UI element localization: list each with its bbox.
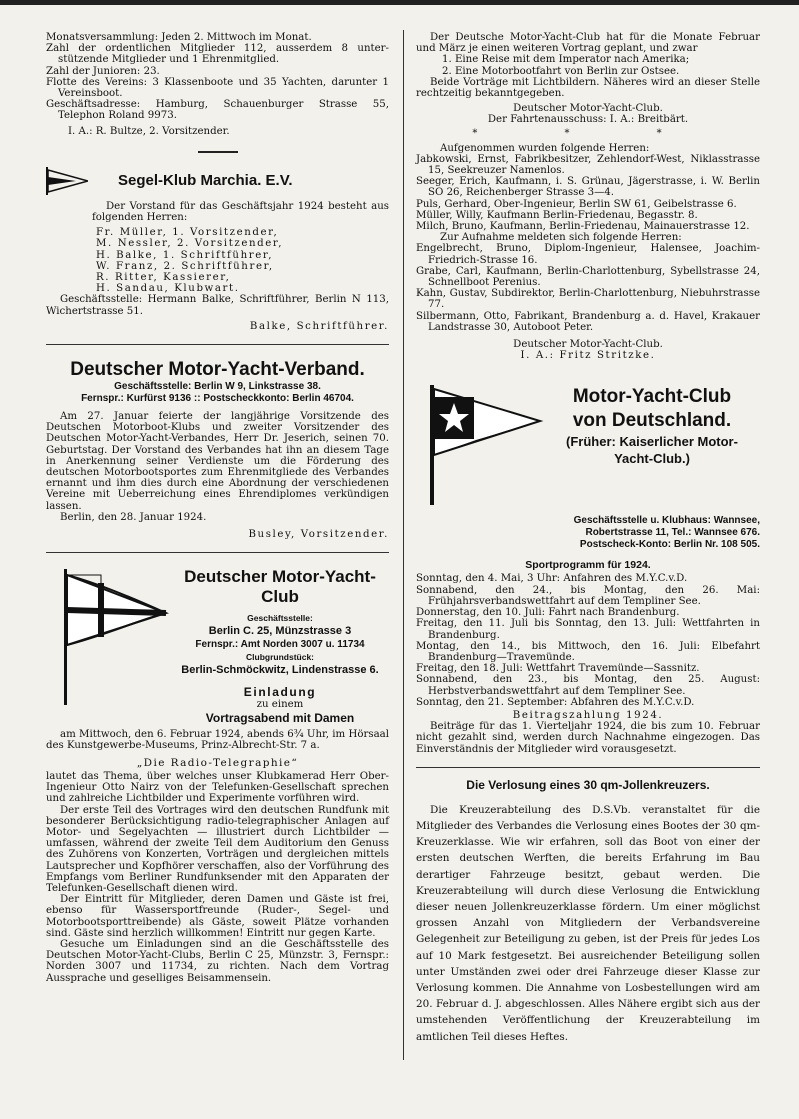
member-entry: Grabe, Carl, Kaufmann, Berlin-Charlottenburg, Sybellstrasse 24, Schnellboot Perenius. <box>416 265 760 289</box>
talk-item: 1. Eine Reise mit dem Imperator nach Amerika; <box>442 54 690 66</box>
dmyc-info <box>171 565 389 724</box>
marchia-signature: Balke, Schriftführer. <box>249 320 389 332</box>
sport-program-title: Sportprogramm für 1924. <box>525 559 651 572</box>
program-entry: Montag, den 14., bis Mittwoch, den 16. Juli: Elbefahrt Brandenburg—Travemünde. <box>416 640 760 663</box>
program-entry: Donnerstag, den 10. Juli: Fahrt nach Brandenburg. <box>416 607 680 619</box>
program-entry: Freitag, den 18. Juli: Wettfahrt Travemünde—Sassnitz. <box>416 663 700 675</box>
admitted-heading: Aufgenommen wurden folgende Herren: <box>440 142 650 154</box>
marchia-header <box>46 167 389 195</box>
dmyc-grounds-label: Clubgrundstück: <box>246 652 314 663</box>
member-entry: Silbermann, Otto, Fabrikant, Brandenburg a. d. Havel, Krakauer Landstrasse 30, Autoboot Peter. <box>416 310 760 333</box>
marchia-intro: Der Vorstand für das Geschäftsjahr 1924 besteht aus folgenden Herren: <box>92 200 389 224</box>
marchia-title: Segel-Klub Marchia. E.V. <box>118 172 293 190</box>
mycd-info <box>544 385 760 509</box>
member-line: R. Ritter, Kassierer, <box>96 272 231 284</box>
membership-signature: I. A.: Fritz Stritzke. <box>520 350 656 362</box>
top-line: Flotte des Vereins: 3 Klassenboote und 35 Yachten, darunter 1 Vereinsboot. <box>46 76 389 100</box>
dmyc-radio-title: „Die Radio-Telegraphie“ <box>136 756 299 769</box>
mycd-flag <box>416 385 544 509</box>
dmyv-signature: Busley, Vorsitzender. <box>248 529 389 541</box>
column-divider <box>403 30 404 1060</box>
page-top-edge <box>0 0 799 5</box>
lottery-body: Die Kreuzerabteilung des D.S.Vb. veranstaltet für die Mitglieder des Verbandes die Verlosung eines Bootes der 30 qm-Kreuzerklasse. Wie wir erfahren, soll das Boot von einer der ersten deutschen Werften, die bereits Erfahrung im Bau derartiger Fahrzeuge besitzt, gebaut werden. Die Kreuzerabteilung will durch diese Verlosung die Entwicklung dieser neuen Jollenkreuzerklasse fördern. Um einer möglichst grossen Anzahl von Mitgliedern der Verbandsvereine Gelegenheit zur Beteiligung zu geben, ist der Preis für jedes Los auf 10 Mark festgesetzt. Bei ausreichender Beteiligung sollen unter Umständen zwei oder drei Fahrzeuge dieser Klasse zur Verlosung kommen. Die Annahme von Losbestellungen wird am 20. Februar d. J. abgeschlossen. Alles Nähere ergibt sich aus der umstehenden Veröffentlichung der Kreuzerabteilung im amtlichen Teil dieses Heftes. <box>416 803 760 1043</box>
member-line: H. Balke, 1. Schriftführer, <box>96 249 274 261</box>
mycd-title-line2: von Deutschland. <box>572 410 732 432</box>
club-name: Deutscher Motor-Yacht-Club. <box>513 339 663 351</box>
mycd-account: Postscheck-Konto: Berlin Nr. 108 505. <box>579 539 760 551</box>
club-name: Deutscher Motor-Yacht-Club. <box>513 103 663 115</box>
talk-note: Beide Vorträge mit Lichtbildern. Näheres wird an dieser Stelle rechtzeitig bekanntgegeben. <box>416 76 760 100</box>
member-entry: Kahn, Gustav, Subdirektor, Berlin-Charlottenburg, Niebuhrstrasse 77. <box>416 288 760 311</box>
talk-item: 2. Eine Motorbootfahrt von Berlin zur Ostsee. <box>442 65 680 77</box>
dmyc-phone: Fernspr.: Amt Norden 3007 u. 11734 <box>195 639 365 651</box>
dmyc-p1: am Mittwoch, den 6. Februar 1924, abends 6¾ Uhr, im Hörsaal des Kunstgewerbe-Museums, Prinz-Albrecht-Str. 7 a. <box>46 728 389 751</box>
program-entry: Sonntag, den 4. Mai, 3 Uhr: Anfahren des M.Y.C.v.D. <box>416 573 688 585</box>
dmyc-event: Vortragsabend mit Damen <box>205 710 355 725</box>
right-intro: Der Deutsche Motor-Yacht-Club hat für die Monate Februar und März je einen weiteren Vortrag geplant, und zwar <box>416 32 760 55</box>
dmyc-p5: Gesuche um Einladungen sind an die Geschäftsstelle des Deutschen Motor-Yacht-Clubs, Berlin C 25, Münzstr. 3, Fernspr.: Norden 3007 und 11734, zu richten. Nach dem Vortrag Aussprache und geselliges Beisammensein. <box>46 938 389 984</box>
program-entry: Sonnabend, den 24., bis Montag, den 26. Mai: Frühjahrsverbandswettfahrt auf dem Templiner See. <box>416 584 760 607</box>
dmyc-p3: Der erste Teil des Vortrages wird den deutschen Rundfunk mit besonderer Berücksichtigung radio-telegraphischer Anlagen auf Motor- und Segelyachten — illustriert durch Lichtbilder — umfassen, während der zweite Teil dem Auditorium den Genuss des Zuhörens von Konzerten, Vorträgen und dergleichen mittels Lautsprecher und Kopfhörer verschaffen, also der Vorführung des Empfangs vom Berliner Rundfunksender mit den Apparaten der Telefunken-Gesellschaft dienen wird. <box>46 804 389 894</box>
member-line: M. Nessler, 2. Vorsitzender, <box>96 238 284 250</box>
dmyc-p2: lautet das Thema, über welches unser Klubkamerad Herr Ober-Ingenieur Otto Nairz von der Telefunken-Gesellschaft sprechen und zahlreiche Lichtbilder und Experimente vorführen wird. <box>46 770 389 805</box>
dmyv-date: Berlin, den 28. Januar 1924. <box>60 511 207 523</box>
dmyc-grounds: Berlin-Schmöckwitz, Lindenstrasse 6. <box>181 664 379 677</box>
star-flag-icon <box>416 385 544 505</box>
right-column <box>416 32 760 1045</box>
star-separator: * * * <box>472 127 704 139</box>
program-entry: Freitag, den 11. Juli bis Sonntag, den 13. Juli: Wettfahrten in Brandenburg. <box>416 618 760 641</box>
pennant-flag-icon <box>46 167 88 195</box>
program-entry: Sonntag, den 21. September: Abfahren des M.Y.C.v.D. <box>416 696 695 708</box>
applicants-heading: Zur Aufnahme meldeten sich folgende Herren: <box>440 232 682 244</box>
mycd-address: Geschäftsstelle u. Klubhaus: Wannsee, <box>573 515 760 527</box>
fee-title: Beitragszahlung 1924. <box>512 709 664 721</box>
member-entry: Milch, Bruno, Kaufmann, Berlin-Friedenau, Mainauerstrasse 12. <box>416 221 750 233</box>
section-rule <box>46 344 389 345</box>
mycd-address: Robertstrasse 11, Tel.: Wannsee 676. <box>585 527 760 539</box>
committee-signature: Der Fahrtenausschuss: I. A.: Breitbärt. <box>487 114 689 126</box>
mycd-header <box>416 385 760 509</box>
member-line: H. Sandau, Klubwart. <box>96 283 240 295</box>
dmyc-zu: zu einem <box>256 699 304 711</box>
dmyc-office-label: Geschäftsstelle: <box>247 613 313 624</box>
section-separator <box>198 151 238 153</box>
member-line: Fr. Müller, 1. Vorsitzender, <box>96 227 279 239</box>
section-rule <box>46 552 389 553</box>
dmyc-office: Berlin C. 25, Münzstrasse 3 <box>208 625 352 638</box>
dmyv-body: Am 27. Januar feierte der langjährige Vorsitzende des Deutschen Motorboot-Klubs und zweiter Vorsitzender des Deutschen Motor-Yacht-Verbandes, Herr Dr. Jeserich, seinen 70. Geburtstag. Der Vorstand des Verbandes hat ihn an diesem Tage in Anerkennung seiner Verdienste um die Förderung des deutschen Motorbootsportes zum Ehrenmitgliede des Verbandes ernannt und ihm dies durch eine Abordnung der verschiedenen Vereine mit Ueberreichung eines Ehrendiplomes verkündigen lassen. <box>46 411 389 512</box>
marchia-office: Geschäftsstelle: Hermann Balke, Schriftführer, Berlin N 113, Wichertstrasse 51. <box>46 294 389 317</box>
top-line: Geschäftsadresse: Hamburg, Schauenburger Strasse 55, Telephon Roland 9973. <box>46 99 389 122</box>
member-entry: Müller, Willy, Kaufmann Berlin-Friedenau, Begasstr. 8. <box>416 209 698 221</box>
member-entry: Jabkowski, Ernst, Fabrikbesitzer, Zehlendorf-West, Niklasstrasse 15, Seekreuzer Namenlos. <box>416 153 760 177</box>
member-entry: Seeger, Erich, Kaufmann, i. S. Grünau, Jägerstrasse, i. W. Berlin SO 26, Reichenberger Strasse 3—4. <box>416 176 760 199</box>
dmyv-title: Deutscher Motor-Yacht-Verband. <box>70 359 365 381</box>
top-line: Zahl der ordentlichen Mitglieder 112, ausserdem 8 unter-stützende Mitglieder und 1 Ehrenmitglied. <box>46 43 389 66</box>
section-rule <box>416 767 760 768</box>
dmyc-invitation: Einladung <box>243 685 317 700</box>
dmyc-p4: Der Eintritt für Mitglieder, deren Damen und Gäste ist frei, ebenso für Wassersportfreunde (Ruder-, Segel- und Motorbootsporttreibende) als Gäste, soweit Plätze vorhanden sind. Gäste sind herzlich willkommen! Eintritt nur gegen Karte. <box>46 894 389 939</box>
member-line: W. Franz, 2. Schriftführer, <box>96 260 274 272</box>
lottery-title: Die Verlosung eines 30 qm-Jollenkreuzers. <box>466 777 710 792</box>
member-entry: Puls, Gerhard, Ober-Ingenieur, Berlin SW 61, Geibelstrasse 6. <box>416 198 737 210</box>
mycd-title-line1: Motor-Yacht-Club <box>572 386 732 408</box>
program-entry: Sonnabend, den 23., bis Montag, den 25. August: Herbstverbandswettfahrt auf dem Templiner See. <box>416 674 760 697</box>
mycd-former-name-2: Yacht-Club.) <box>614 451 690 467</box>
top-signature: I. A.: R. Bultze, 2. Vorsitzender. <box>68 125 230 137</box>
top-line: Monatsversammlung: Jeden 2. Mittwoch im Monat. <box>46 32 312 43</box>
top-line: Zahl der Junioren: 23. <box>46 65 160 77</box>
dmyc-title: Deutscher Motor-Yacht-Club <box>184 567 376 607</box>
club-flag-icon <box>46 565 171 705</box>
marchia-members <box>46 227 389 294</box>
left-column <box>46 32 389 984</box>
dmyv-address: Geschäftsstelle: Berlin W 9, Linkstrasse 38. <box>114 381 321 393</box>
dmyv-contact: Fernspr.: Kurfürst 9136 :: Postscheckkonto: Berlin 46704. <box>81 393 354 405</box>
mycd-former-name: (Früher: Kaiserlicher Motor- <box>566 434 738 450</box>
dmyc-header <box>46 565 389 724</box>
fee-body: Beiträge für das 1. Vierteljahr 1924, die bis zum 10. Februar nicht gezahlt sind, werden durch Nachnahme eingezogen. Das Einverständnis der Mitglieder wird vorausgesetzt. <box>416 721 760 755</box>
dmyc-flag <box>46 565 171 724</box>
member-entry: Engelbrecht, Bruno, Diplom-Ingenieur, Halensee, Joachim-Friedrich-Strasse 16. <box>416 243 760 266</box>
